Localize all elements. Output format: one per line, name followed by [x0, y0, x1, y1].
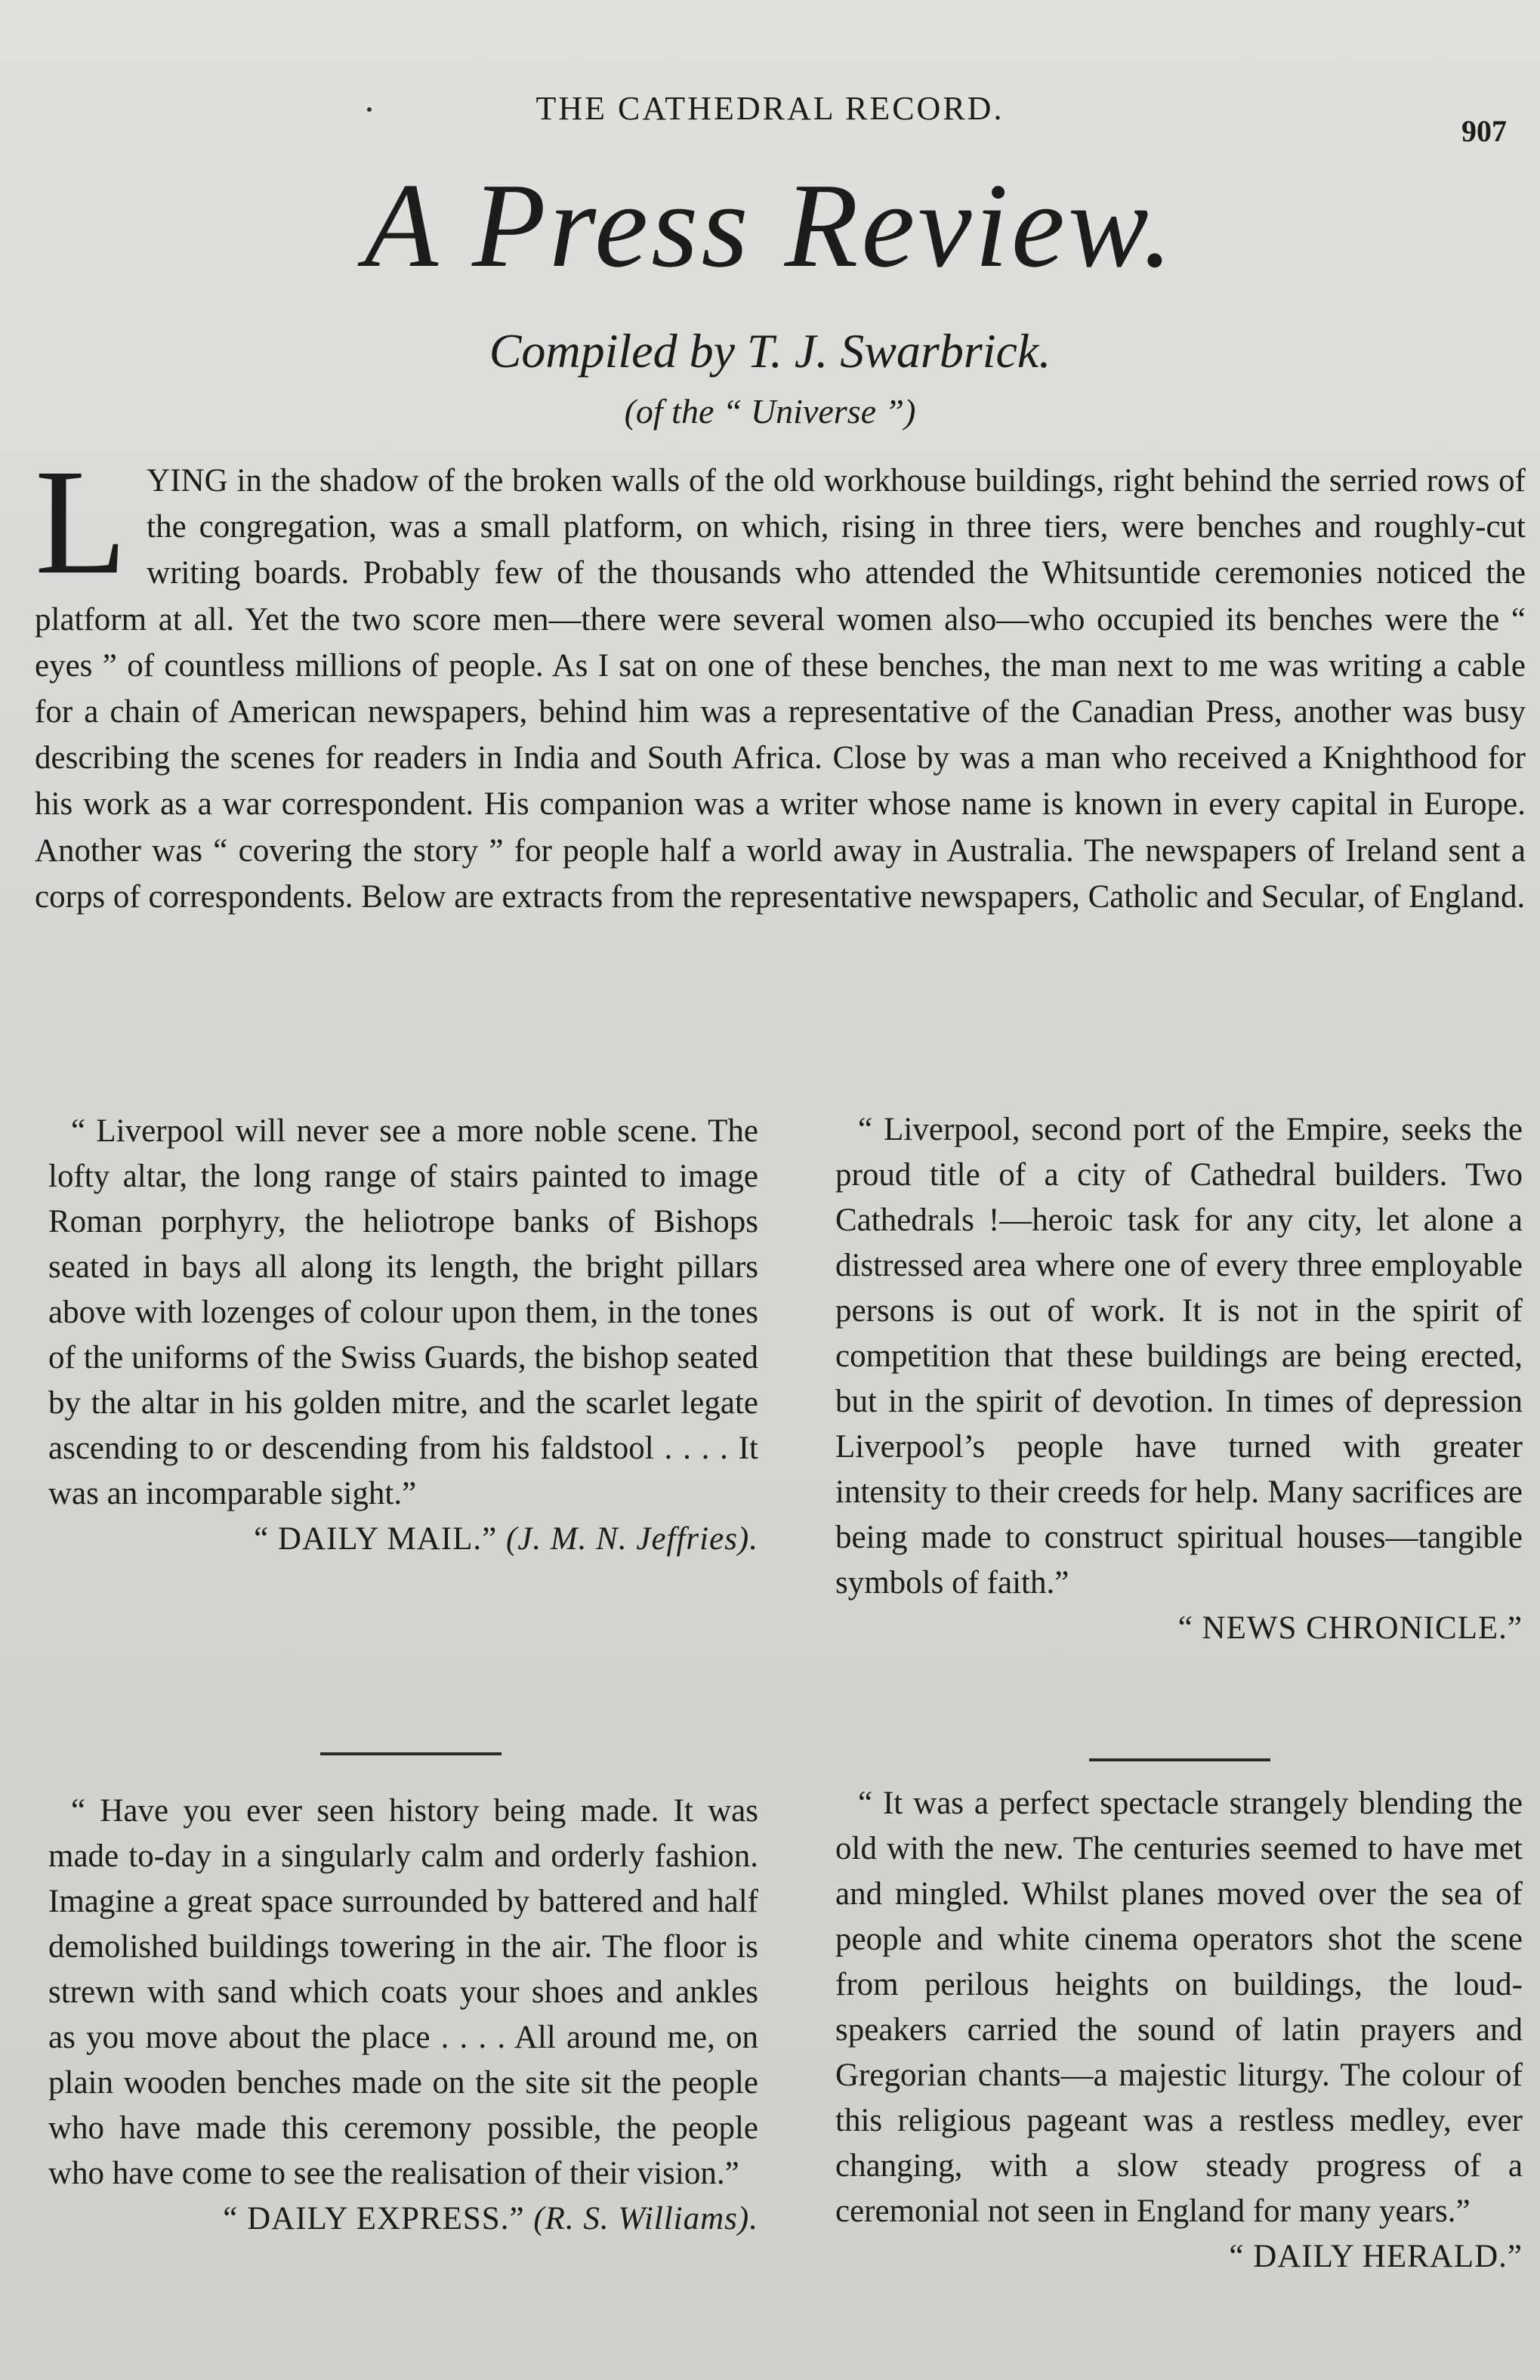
extract-news-chronicle [835, 1107, 1523, 1651]
extract-daily-express [48, 1789, 758, 2242]
extract-source: “ DAILY MAIL.” [254, 1521, 498, 1557]
extract-text: “ Liverpool, second port of the Empire, seeks the proud title of a city of Cathedral builders. Two Cathedrals !—heroic task for any city, let alone a distressed area where one of every three employable persons is out of work. It is not in the spirit of competition that these buildings are being erected, but in the spirit of devotion. In times of depression Liverpool’s people have turned with greater intensity to their creeds for help. Many sacrifices are being made to construct spiritual houses—tangible symbols of faith.” [835, 1112, 1523, 1601]
extract-daily-herald [835, 1781, 1523, 2280]
extract-author: (R. S. Williams). [533, 2201, 758, 2236]
drop-cap: L [35, 439, 128, 606]
article-title: A Press Review. [364, 158, 1176, 292]
page-number: 907 [1461, 114, 1507, 148]
section-divider [1089, 1758, 1270, 1761]
extract-attribution [48, 1517, 758, 1562]
article-byline: Compiled by T. J. Swarbrick. [489, 324, 1051, 378]
extract-text: “ It was a perfect spectacle strangely blending the old with the new. The centuries seemed to have met and mingled. Whilst planes moved over the sea of people and white cinema operators shot the scene from perilous heights on buildings, the loud-speakers carried the sound of latin prayers and Gregorian chants—a majestic liturgy. The colour of this religious pageant was a restless medley, ever changing, with a slow steady progress of a ceremonial not seen in England for many years.” [835, 1786, 1523, 2229]
extract-daily-mail [48, 1109, 758, 1562]
extract-attribution [48, 2196, 758, 2242]
intro-paragraph [35, 439, 1526, 920]
extract-source: “ DAILY EXPRESS.” [223, 2201, 525, 2236]
extract-text: “ Liverpool will never see a more noble scene. The lofty altar, the long range of stairs painted to image Roman porphyry, the heliotrope banks of Bishops seated in bays all along its length, the bright pillars above with lozenges of colour upon them, in the tones of the uniforms of the Swiss Guards, the bishop seated by the altar in his golden mitre, and the scarlet legate ascending to or descending from his faldstool . . . . It was an incomparable sight.” [48, 1113, 758, 1511]
section-divider [320, 1752, 502, 1755]
intro-text: YING in the shadow of the broken walls of the old workhouse buildings, right behind the serried rows of the congregation, was a small platform, on which, rising in three tiers, were benches and roughly-cut writing boards. Probably few of the thousands who attended the Whitsuntide ceremonies noticed the platform at all. Yet the two score men—there were several women also—who occupied its benches were the “ eyes ” of countless millions of people. As I sat on one of these benches, the man next to me was writing a cable for a chain of American newspapers, behind him was a representative of the Canadian Press, another was busy describing the scenes for readers in India and South Africa. Close by was a man who received a Knighthood for his work as a war correspondent. His companion was a writer whose name is known in every capital in Europe. Another was “ covering the story ” for people half a world away in Australia. The newspapers of Ireland sent a corps of correspondents. Below are extracts from the representative newspapers, Catholic and Secular, of England. [35, 463, 1526, 915]
author-affiliation: (of the “ Universe ”) [624, 392, 916, 431]
extract-source: “ NEWS CHRONICLE.” [1177, 1610, 1523, 1646]
extract-attribution [835, 1606, 1523, 1651]
extract-source: “ DAILY HERALD.” [1229, 2239, 1523, 2274]
extract-author: (J. M. N. Jeffries). [505, 1521, 758, 1557]
extract-text: “ Have you ever seen history being made. It was made to-day in a singularly calm and orderly fashion. Imagine a great space surrounded by battered and half demolished buildings towering in the air. The floor is strewn with sand which coats your shoes and ankles as you move about the place . . . . All around me, on plain wooden benches made on the site sit the people who have made this ceremony possible, the people who have come to see the realisation of their vision.” [48, 1793, 758, 2191]
running-head: THE CATHEDRAL RECORD. [535, 90, 1005, 127]
extract-attribution [835, 2234, 1523, 2280]
